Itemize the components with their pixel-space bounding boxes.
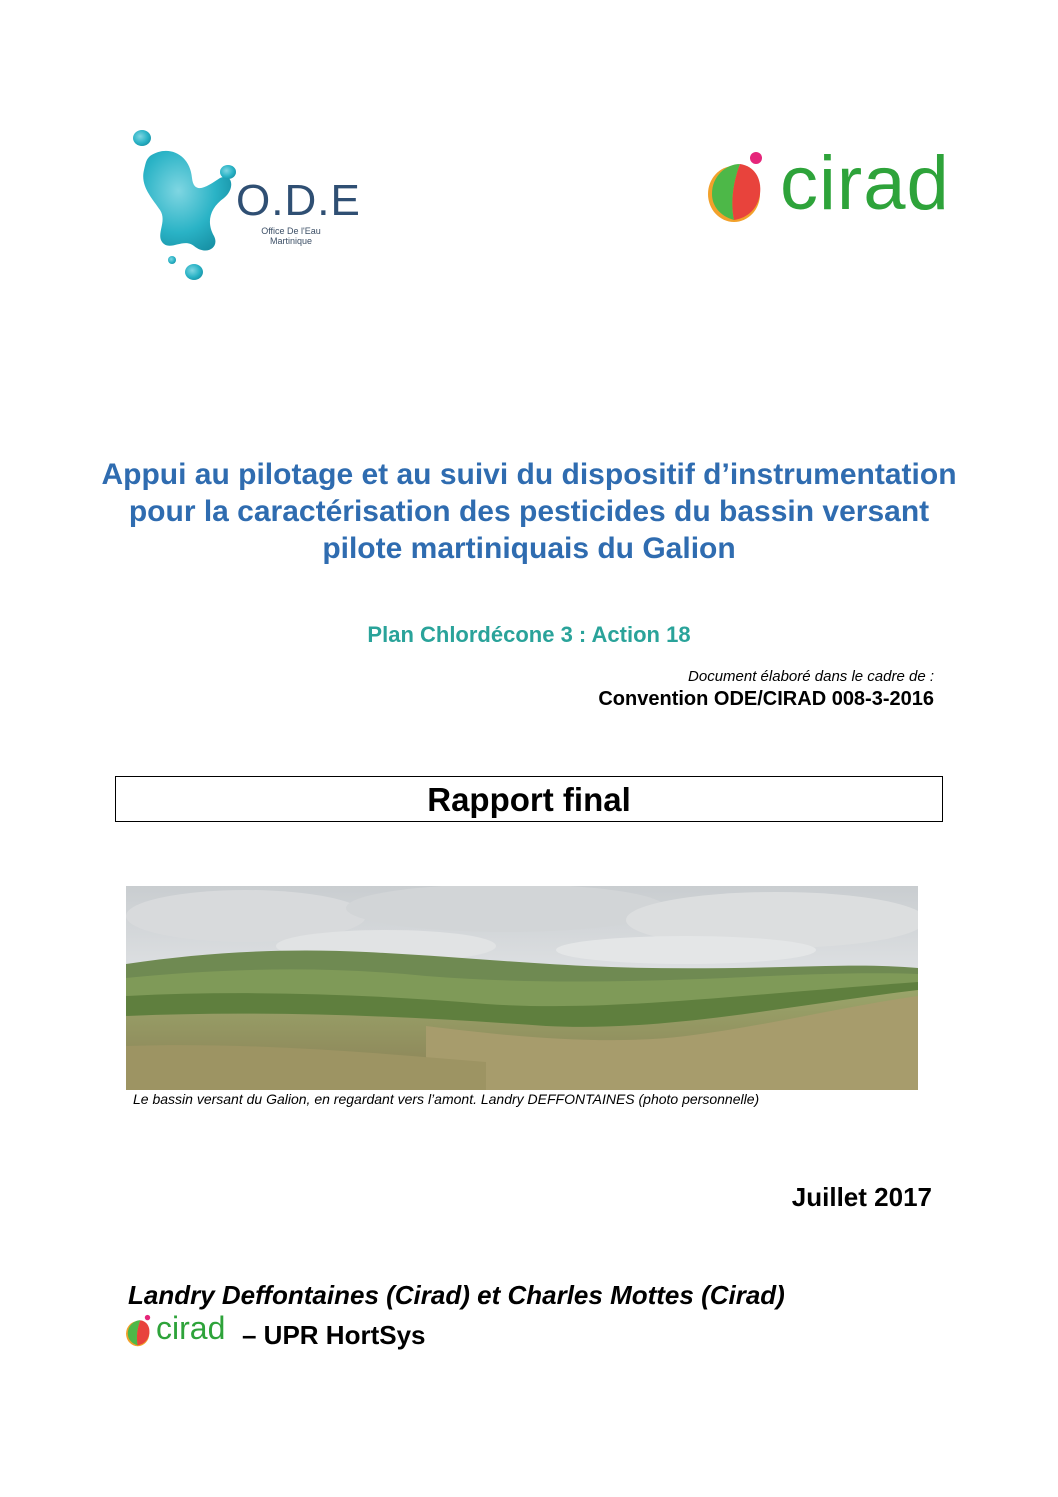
report-type-box	[115, 776, 943, 822]
document-framework-note: Document élaboré dans le cadre de :	[688, 668, 934, 685]
landscape-photo	[126, 886, 918, 1090]
small-cirad-leaf-icon	[124, 1314, 154, 1348]
ode-subtitle-line2: Martinique	[269, 236, 313, 246]
report-date: Juillet 2017	[791, 1182, 932, 1212]
report-type-label: Rapport final	[427, 781, 631, 818]
research-unit-label: – UPR HortSys	[242, 1320, 426, 1350]
ode-subtitle-line1: Office De l'Eau	[261, 226, 321, 236]
document-title: Appui au pilotage et au suivi du dispositif d’instrumentation pour la caractérisation des pesticides du bassin versant pilote martiniquais du Galion	[101, 458, 957, 565]
watershed-landscape-image	[126, 886, 918, 1090]
cirad-logo	[704, 141, 966, 234]
ode-splash-icon	[128, 126, 238, 286]
document-subtitle: Plan Chlordécone 3 : Action 18	[367, 622, 691, 647]
ode-logo-subtitle	[256, 226, 326, 246]
report-authors: Landry Deffontaines (Cirad) et Charles Mottes (Cirad)	[128, 1280, 785, 1310]
ode-logo-text: O.D.E	[236, 176, 361, 225]
small-cirad-logo-text: cirad	[156, 1310, 226, 1346]
small-cirad-logo	[124, 1310, 236, 1348]
cirad-leaf-icon	[704, 150, 770, 226]
photo-caption: Le bassin versant du Galion, en regardant vers l’amont. Landry DEFFONTAINES (photo personnelle)	[133, 1091, 760, 1107]
cirad-logo-text: cirad	[780, 141, 950, 226]
convention-reference: Convention ODE/CIRAD 008-3-2016	[598, 688, 934, 710]
ode-logo	[128, 126, 361, 286]
